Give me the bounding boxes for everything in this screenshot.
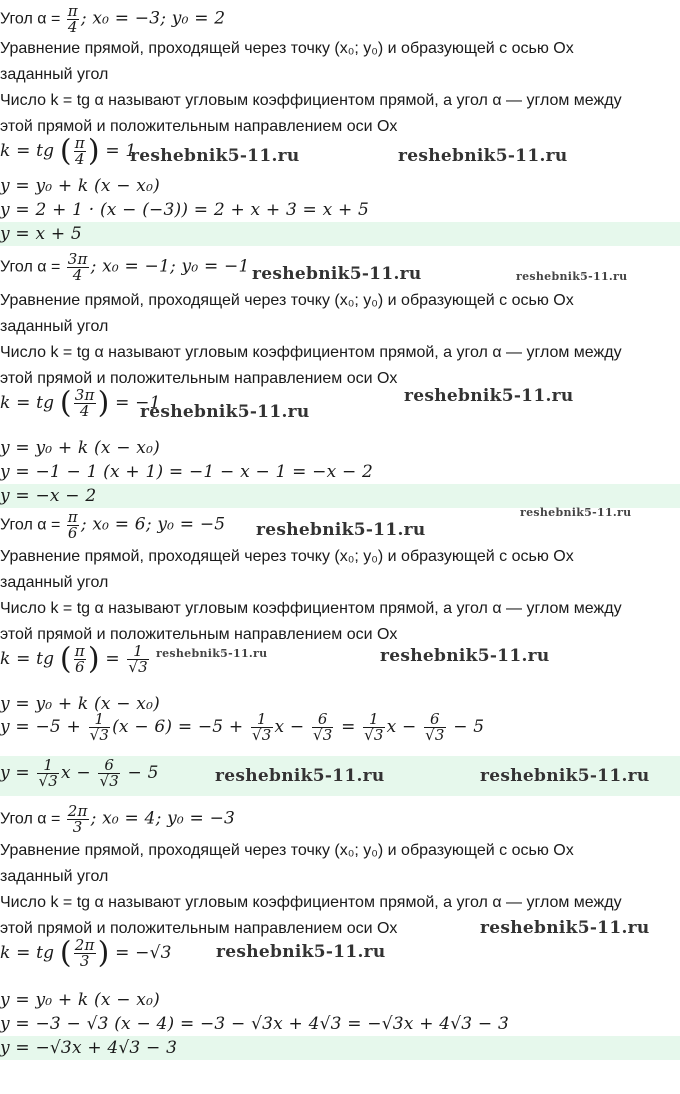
task1-calculation: y = 2 + 1 · (x − (−3)) = 2 + x + 3 = x + 5 <box>0 200 370 220</box>
task4-def-line2: заданный угол <box>0 868 109 885</box>
task2-calculation: y = −1 − 1 (x + 1) = −1 − x − 1 = −x − 2 <box>0 462 374 482</box>
task2-header: Угол α = $\frac{3\pi}{4}$ ; x₀ = −1; y₀ = −1 <box>0 250 250 284</box>
task4-def-line3: Число k = tg α называют угловым коэффициентом прямой, а угол α — углом между <box>0 894 622 911</box>
watermark: reshebnik5-11.ru <box>398 146 568 166</box>
task4-def-line1: Уравнение прямой, проходящей через точку (x₀; y₀) и образующей с осью Ox <box>0 842 574 859</box>
task3-def-line2: заданный угол <box>0 574 109 591</box>
task3-def-line1: Уравнение прямой, проходящей через точку (x₀; y₀) и образующей с осью Ox <box>0 548 574 565</box>
task2-def-line2: заданный угол <box>0 318 109 335</box>
fraction: $\frac{\pi}{4}$ <box>67 2 78 36</box>
task1-answer: y = x + 5 <box>0 224 82 244</box>
task1-header: Угол α = $\frac{\pi}{4}$ ; x₀ = −3; y₀ = 2 <box>0 2 226 36</box>
watermark: reshebnik5-11.ru <box>480 918 650 938</box>
watermark: reshebnik5-11.ru <box>256 520 426 540</box>
watermark: reshebnik5-11.ru <box>520 506 632 519</box>
watermark: reshebnik5-11.ru <box>156 647 268 660</box>
watermark: reshebnik5-11.ru <box>252 264 422 284</box>
task3-calculation: y = −5 + $\frac{1}{√3}$ (x − 6) = −5 + $\frac{1}{√3}$ x − $\frac{6}{√3}$ = $\frac{1}{√3}$ x − $\frac{6}{√3}$ − 5 <box>0 710 485 744</box>
watermark: reshebnik5-11.ru <box>516 270 628 283</box>
task2-def-line1: Уравнение прямой, проходящей через точку (x₀; y₀) и образующей с осью Ox <box>0 292 574 309</box>
task4-answer: y = −√3x + 4√3 − 3 <box>0 1038 178 1058</box>
task1-answer-highlight <box>0 222 680 246</box>
task2-def-line3: Число k = tg α называют угловым коэффициентом прямой, а угол α — углом между <box>0 344 622 361</box>
task3-def-line3: Число k = tg α называют угловым коэффициентом прямой, а угол α — углом между <box>0 600 622 617</box>
task1-def-line2: заданный угол <box>0 66 109 83</box>
task2-answer-highlight <box>0 484 680 508</box>
task4-calculation: y = −3 − √3 (x − 4) = −3 − √3x + 4√3 = −√3x + 4√3 − 3 <box>0 1014 509 1034</box>
watermark: reshebnik5-11.ru <box>140 402 310 422</box>
watermark: reshebnik5-11.ru <box>480 766 650 786</box>
task3-def-line4: этой прямой и положительным направлением оси Ox <box>0 626 398 643</box>
task3-general-equation: y = y₀ + k (x − x₀) <box>0 694 160 714</box>
task1-def-line4: этой прямой и положительным направлением оси Ox <box>0 118 398 135</box>
task4-header: Угол α = $\frac{2\pi}{3}$ ; x₀ = 4; y₀ = −3 <box>0 802 236 836</box>
task4-general-equation: y = y₀ + k (x − x₀) <box>0 990 160 1010</box>
task2-k-formula: k = tg ( $\frac{3\pi}{4}$ ) = −1 <box>0 385 161 421</box>
task3-answer: y = $\frac{1}{√3}$ x − $\frac{6}{√3}$ − 5 <box>0 756 159 790</box>
task4-def-line4: этой прямой и положительным направлением оси Ox <box>0 920 398 937</box>
task1-def-line1: Уравнение прямой, проходящей через точку (x₀; y₀) и образующей с осью Ox <box>0 40 574 57</box>
task3-k-formula: k = tg ( $\frac{\pi}{6}$ ) = $\frac{1}{√3}$ <box>0 641 148 677</box>
watermark: reshebnik5-11.ru <box>130 146 300 166</box>
task2-answer: y = −x − 2 <box>0 486 97 506</box>
watermark: reshebnik5-11.ru <box>216 942 386 962</box>
task2-def-line4: этой прямой и положительным направлением оси Ox <box>0 370 398 387</box>
task4-k-formula: k = tg ( $\frac{2\pi}{3}$ ) = −√3 <box>0 935 172 971</box>
watermark: reshebnik5-11.ru <box>404 386 574 406</box>
watermark: reshebnik5-11.ru <box>380 646 550 666</box>
task1-k-formula: k = tg ( $\frac{\pi}{4}$ ) = 1 <box>0 133 137 169</box>
task1-def-line3: Число k = tg α называют угловым коэффициентом прямой, а угол α — углом между <box>0 92 622 109</box>
task2-general-equation: y = y₀ + k (x − x₀) <box>0 438 160 458</box>
task3-header: Угол α = $\frac{\pi}{6}$ ; x₀ = 6; y₀ = −5 <box>0 508 226 542</box>
task1-general-equation: y = y₀ + k (x − x₀) <box>0 176 160 196</box>
watermark: reshebnik5-11.ru <box>215 766 385 786</box>
